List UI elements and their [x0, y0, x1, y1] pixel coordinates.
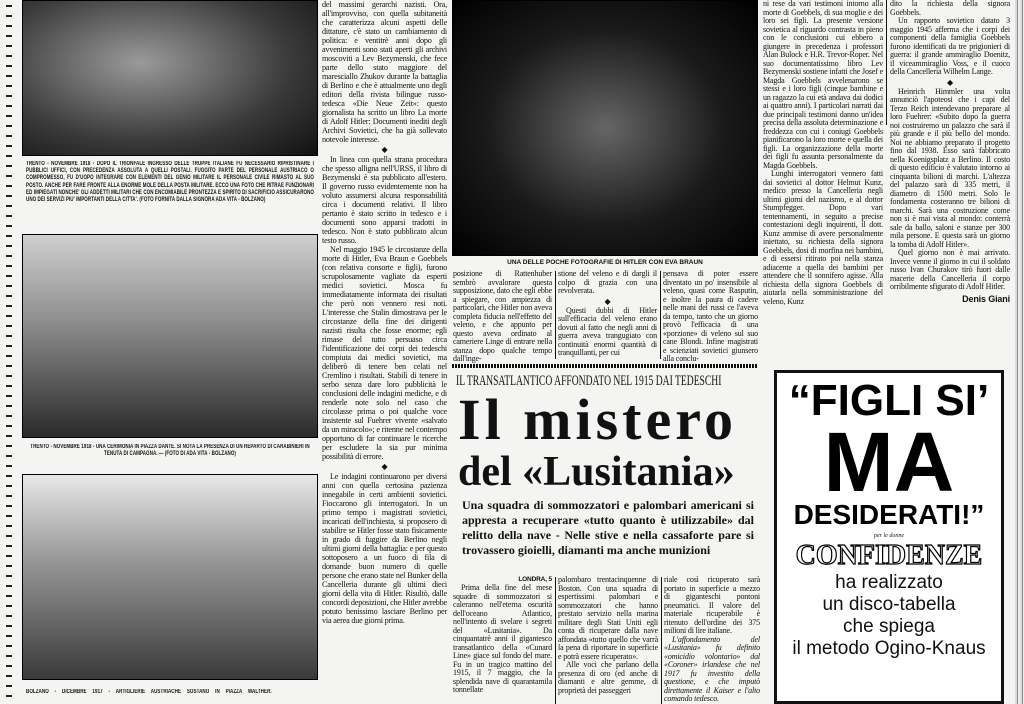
advertisement	[774, 370, 1004, 704]
paragraph: Lunghi interrogatori vennero fatti dai sovietici al dottor Helmut Kunz, medico presso la Cancelleria negli ultimi giorni del nazismo, e al dottor Stumpfegger. Dopo vari tentennamenti, in seguito a precise contestazioni degli inquirenti, il dott. Kunz ammise di avere personalmente iniettato, su richiesta della signora Goebbels, dosi di morfina nei bambini, e di essersi ritirato poi nella stanza adiacente a quella dei bambini per attendere che il sonnifero agisse. Alla richiesta della signora Goebbels di aiutarla nella somministrazione del veleno, Kunz	[763, 169, 883, 306]
confidenze-logo: CONFIDENZE	[795, 540, 983, 571]
paragraph: Alle voci che parlano della presenza di oro (ed anche di diamanti e altre gemme, di proprietà dei passeggeri	[558, 660, 658, 695]
article-column	[322, 0, 447, 625]
photo-caption: TRENTO - NOVEMBRE 1918 - DOPO IL TRIONFALE INGRESSO DELLE TRUPPE ITALIANE FU NECESSARIO RIPRISTINARE I PUBBLICI UFFICI, CON PRECEDENZA ASSOLUTA A QUELLI POSTALI. FUGGITO PARTE DEL PERSONALE AUSTRIACO O COMPROMESSO, FU D'UOPO INTEGRARE CON ELEMENTI DEL GENIO MILITARE IL PERSONALE CIVILE RIMASTO AL SUO POSTO. ANCHE PER FARE FRONTE ALLA ENORME MOLE DELLA POSTA MILITARE. ECCO UNA FOTO CHE RITRAE FUNZIONARI ED IMPIEGATI NONCHE' GLI ADDETTI MILITARI CHE CON ENCOMIABILE PRONTEZZA E SPIRITO DI SACRIFICIO ASSICURARONO UNO DEI SERVIZI PIU' IMPORTANTI DELLA CITTA'. (FOTO FORNITA DALLA SIGNORA ADA VITA - BOLZANO)	[26, 161, 314, 204]
section-rule	[452, 364, 758, 368]
paragraph: Quel giorno non è mai arrivato. Invece venne il giorno in cui il soldato russo Ivan Churakov tirò fuori dalle macerie della Cancelleria il corpo orribilmente sfigurato di Adolf Hitler.	[890, 248, 1010, 291]
paragraph: Questi dubbi di Hitler sull'efficacia del veleno erano dovuti al fatto che negli anni di guerra aveva trangugiato con continuità enormi quantità di tranquillanti, per cui	[558, 305, 657, 357]
ad-brand-tagline: per le donne	[874, 533, 904, 539]
column-divider	[661, 577, 662, 704]
column-divider	[555, 271, 556, 359]
article-column	[453, 576, 552, 695]
article-column	[890, 0, 1010, 305]
photo-caption: UNA DELLE POCHE FOTOGRAFIE DI HITLER CON EVA BRAUN	[507, 259, 703, 266]
article-column	[558, 270, 657, 358]
article-column	[453, 270, 552, 364]
article-column	[663, 270, 758, 364]
paragraph: ni rese da vari testimoni intorno alla morte di Goebbels, di sua moglie e dei loro sei figli. La presente versione sovietica al riguardo contrasta in pieno con le conclusioni cui ebbero a giungere in precedenza i professori Alan Bulock e H.R. Trevor-Roper. Nel suo documentatissimo libro Lev Bezymenski sostiene infatti che Josef e Magda Goebbels avvelenarono se stessi e i loro figli (cinque bambine e un ragazzo la cui età andava dai dodici ai quattro anni). I particolari narrati dai due principali testimoni danno un'idea precisa della assoluta determinazione e freddezza con cui i coniugi Goebbels pianificarono la loro morte e quella dei figli. La organizzazione della morte dei figli fu assunta personalmente da Magda Goebbels.	[763, 0, 883, 170]
paragraph: stione del veleno e di dargli il colpo di grazia con una revolverata.	[558, 269, 657, 295]
column-divider	[555, 577, 556, 704]
kicker: IL TRANSATLANTICO AFFONDATO NEL 1915 DAI TEDESCHI	[456, 373, 722, 389]
diamond-separator-icon: ◆	[381, 145, 388, 154]
paragraph: del massimi gerarchi nazisti. Ora, all'improvviso, con quella subitaneità che caratterizza alcuni aspetti delle dittature, c'è stato un cambiamento di politica: e ventitrè anni dopo gli avvenimenti sono stati aperti gli archivi moscoviti a Lev Bezymenski, che fece parte dello stato maggiore del maresciallo Zhukov durante la battaglia di Berlino e che è attualmente uno degli editori della rivista bilingue russo-tedesca «Die Neue Zeit»: questo giornalista ha scritto un libro La morte di Adolf Hitler: Documenti inediti degli Archivi Sovietici, che ha già sollevato notevole interesse.	[322, 0, 447, 144]
photo-caption: BOLZANO - DICEMBRE 1917 - ARTIGLIERIE AUSTRIACHE SOSTANO IN PIAZZA WALTHER.	[26, 689, 272, 695]
paragraph: Prima della fine del mese squadre di sommozzatori si caleranno nell'eterna oscurità dell'oceano Atlantico, nell'intento di svelare i segreti del «Lusitania». Da cinquantatrè anni il gigantesco transatlantico della «Cunard Line» giace sul fondo del mare. Fu in un tragico mattino del 1915, il 7 maggio, che la splendida nave di quarantamila tonnellate	[453, 583, 552, 694]
ad-text: il metodo Ogino-Knaus	[792, 638, 986, 659]
photo-piazza-walther	[22, 474, 318, 680]
page-edge-left	[0, 0, 16, 704]
ad-headline: “FIGLI SI’	[788, 376, 990, 425]
column-divider	[660, 271, 661, 359]
paragraph: palombaro trentacinquenne di Boston. Con una squadra di espertissimi palombari e sommozzatori che hanno prestato servizio nella marina militare degli Stati Uniti egli conta di ricuperare dalla nave affondata «tutto quello che varrà la pena di riportare in superficie e potrà essere ricuperato».	[558, 575, 658, 661]
ad-text: che spiega	[843, 616, 935, 637]
ad-text: un disco-tabella	[822, 594, 956, 615]
paragraph: Heinrich Himmler una volta annunciò l'apoteosi che i capi del Terzo Reich intendevano preparare al loro Fuehrer: «Subito dopo la guerra noi costruiremo un palazzo che sarà il più grande e il più bello del mondo. Noi ne abbiamo preparato il progetto fino dal 1938. Esso sarà fabbricato nella Koenigsplatz a Berlino. Il costo di questo edificio è valutato intorno ai cinquanta bilioni di marchi. L'altezza del palazzo sarà di 335 metri, il diametro di 1500 metri. Solo le fondamenta costeranno tre bilioni di marchi. Sarà una costruzione come non si è mai vista al mondo: conterrà sale da ballo, saloni e stanze per 300 mila persone. E questa sarà un giorno la tomba di Adolf Hitler».	[890, 86, 1010, 249]
ad-headline: MA	[823, 415, 955, 509]
paragraph: dito la richiesta della signora Goebbels.	[890, 0, 1010, 17]
ad-text: ha realizzato	[835, 572, 943, 593]
column-divider	[886, 0, 887, 125]
diamond-separator-icon: ◆	[381, 462, 388, 471]
ad-headline: DESIDERATI!”	[793, 499, 985, 530]
paragraph: posizione di Rattenhuber sembrò avvalorare questa supposizione, dato che egli ebbe a spiegare, con ampiezza di particolari, che Hitler non aveva completa fiducia nell'effetto del veleno, e che appunto per questo aveva ordinato al cameriere Linge di entrare nella stanza dopo qualche tempo dall'inge-	[453, 269, 552, 363]
subheadline: Una squadra di sommozzatori e palombari americani si appresta a recuperare «tutto quanto è utilizzabile» dal relitto della nave - Nelle stive e nella cassaforte pare si trovassero gioielli, diamanti ma anche munizioni	[462, 498, 754, 557]
paragraph: Un rapporto sovietico datato 3 maggio 1945 afferma che i corpi dei componenti della famiglia Goebbels furono identificati da tre prigionieri di guerra: il grande ammiraglio Doenitz, il viceammiraglio Voss, e il cuoco della Cancelleria Wilhelm Lange.	[890, 16, 1010, 76]
photo-caption: TRENTO - NOVEMBRE 1918 - UNA CERIMONIA IN PIAZZA DANTE. SI NOTA LA PRESENZA DI UN REPARTO DI CARABINIERI IN TENUTA DI CAMPAGNA. — (FOTO DI ADA VITA - BOLZANO)	[30, 444, 310, 458]
paragraph: Nel maggio 1945 le circostanze della morte di Hitler, Eva Braun e Goebbels (con relativa consorte e figli), furono scrupolosamente vagliate da esperti medici sovietici. Mosca fu immediatamente informata dei risultati che però non vennero resi noti. L'interesse che Stalin dimostrava per le circostanze della fine dei dirigenti nazisti risulta che fosse enorme; egli rimase del tutto persuaso circa l'identificazione dei corpi dei tedeschi compiuta dai medici sovietici, ma deliberò di tenere ben celati nel Cremlino i risultati. Stabilì di tenere in serbo senza dare loro pubblicità le conclusioni delle indagini mediche, e di renderle note solo nel caso che circolasse prima o poi qualche voce insistente sul Fuehrer vivente «salvato da un miracolo»; e ritenne nel contempo opportuno di far continuare le ricerche per escludere la sia pur minima possibilità di errore.	[322, 245, 447, 461]
article-column	[763, 0, 883, 306]
paragraph: Le indagini continuarono per diversi anni con quella certosina pazienza innegabile in certi ambienti sovietici. Fioccarono gli interrogatori. In un primo tempo i magistrati sovietici, incaricati dell'inchiesta, si proposero di stabilire se Hitler fosse stato fisicamente in grado di fuggire da Berlino negli ultimi giorni della battaglia: e per questo sottoposero a un fuoco di fila di domande buon numero di quelle persone che erano state nel Bunker della Cancelleria durante gli ultimi dieci giorni della vita di Hitler. Risultò, dalle concordi deposizioni, che Hitler avrebbe potuto benissimo lasciare Berlino per via aerea due giorni prima.	[322, 472, 447, 625]
photo-hitler-eva-braun	[452, 0, 758, 256]
article-column	[558, 576, 658, 695]
photo-piazza-dante	[22, 234, 318, 438]
article-column	[664, 576, 760, 704]
photo-post-office-staff	[22, 0, 318, 156]
diamond-separator-icon: ◆	[604, 296, 611, 306]
paragraph: riale così ricuperato sarà portato in superficie a mezzo di giganteschi pontoni pneumatici. Il valore del materiale ricuperabile è ritenuto dell'ordine dei 375 milioni di lire italiane.	[664, 575, 760, 635]
kicker-wrap	[456, 372, 756, 388]
page-edge-right	[1015, 0, 1024, 704]
byline: Denis Giani	[962, 293, 1010, 304]
headline: Il mistero	[458, 387, 737, 452]
paragraph: L'affondamento del «Lusitania» fu definito «omicidio volontario» dal «Coroner» irlandese che nel 1917 fu investito della questione, e che imputò direttamente il Kaiser e l'alto comando tedesco.	[664, 634, 760, 703]
dateline: LONDRA, 5	[518, 576, 552, 583]
paragraph: In linea con quella strana procedura che spesso alligna nell'URSS, il libro di Bezymenski è sta pubblicato all'estero. Il governo russo evidentemente non ha voluto assumersi alcuna responsabilità circa i documenti relativi. Il libro pertanto è stato scritto in tedesco e i documenti sono apparsi tradotti in tedesco. Non è stato pubblicato alcun testo russo.	[322, 155, 447, 245]
diamond-separator-icon: ◆	[946, 77, 953, 87]
paragraph: pensava di poter essere diventato un po' insensibile al veleno, quasi come Rasputin, e inoltre la paura di cadere nelle mani dei russi ce l'aveva da tempo, tanto che un giorno provò l'efficacia di una «porzione» di veleno sul suo cane Blondi. Infine magistrati e scienziati sovietici giunsero alla conclu-	[663, 269, 758, 363]
headline: del «Lusitania»	[458, 449, 735, 495]
